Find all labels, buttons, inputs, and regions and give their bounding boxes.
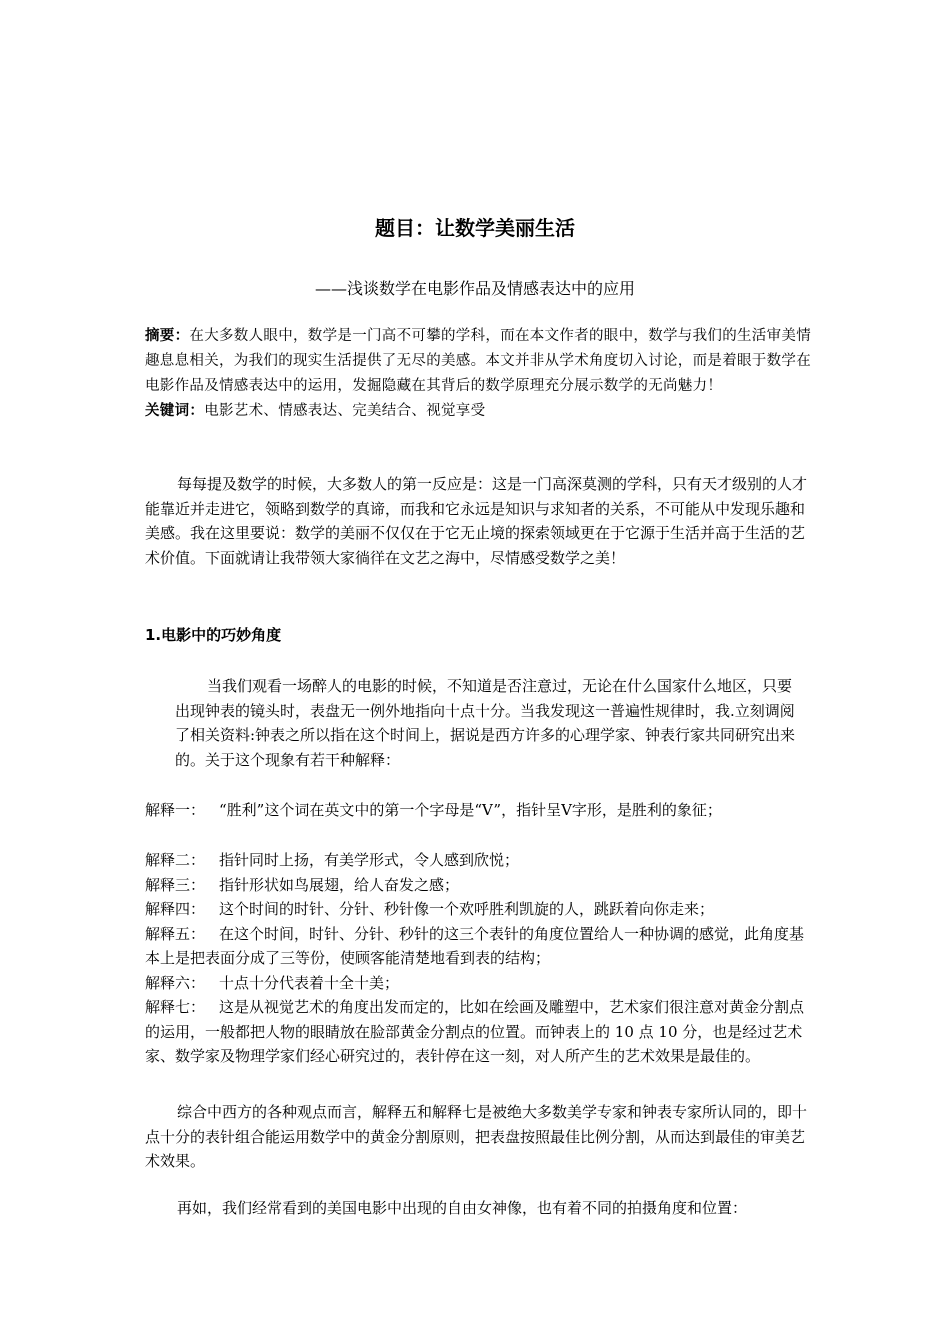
- explanation-item: [145, 873, 815, 898]
- explanation-text: 在这个时间，时针、分针、秒针的这三个表针的角度位置给人一种协调的感觉，此角度基本上是把表面分成了三等份，使顾客能清楚地看到表的结构；: [145, 924, 805, 967]
- explanation-label: 解释二：: [145, 851, 206, 869]
- explanation-item: [145, 995, 815, 1069]
- page-subtitle: ——浅谈数学在电影作品及情感表达中的应用: [314, 279, 635, 298]
- explanation-label: 解释七：: [145, 998, 206, 1016]
- summary-paragraph: 综合中西方的各种观点而言，解释五和解释七是被绝大多数美学专家和钟表专家所认同的，即十点十分的表针组合能运用数学中的黄金分割原则，把表盘按照最佳比例分割，从而达到最佳的审美艺术效果。: [145, 1103, 808, 1170]
- abstract-label: 摘要：: [145, 328, 190, 344]
- explanation-item: [145, 922, 815, 971]
- section-paragraph: 当我们观看一场醉人的电影的时候，不知道是否注意过，无论在什么国家什么地区，只要出现钟表的镜头时，表盘无一例外地指向十点十分。当我发现这一普遍性规律时，我.立刻调阅了相关资料:钟表之所以指在这个时间上，据说是西方许多的心理学家、钟表行家共同研究出来的。关于这个现象有若干种解释：: [175, 677, 796, 769]
- keywords-label: 关键词：: [145, 403, 205, 419]
- keywords-text: 电影艺术、情感表达、完美结合、视觉享受: [204, 403, 486, 419]
- explanation-label: 解释四：: [145, 900, 206, 918]
- explanation-text: 指针形状如鸟展翅，给人奋发之感；: [219, 875, 460, 894]
- intro-paragraph: 每每提及数学的时候，大多数人的第一反应是：这是一门高深莫测的学科，只有天才级别的人才能靠近并走进它，领略到数学的真谛，而我和它永远是知识与求知者的关系，不可能从中发现乐趣和美感。我在这里要说：数学的美丽不仅仅在于它无止境的探索领域更在于它源于生活并高于生活的艺术价值。下面就请让我带领大家徜徉在文艺之海中，尽情感受数学之美！: [145, 475, 808, 567]
- explanation-text: “胜利”这个词在英文中的第一个字母是“V”，指针呈V字形，是胜利的象征；: [219, 801, 722, 819]
- explanation-text: 十点十分代表着十全十美；: [219, 973, 400, 992]
- closing-paragraph: 再如，我们经常看到的美国电影中出现的自由女神像，也有着不同的拍摄角度和位置：: [177, 1199, 748, 1217]
- explanation-label: 解释六：: [145, 973, 206, 992]
- explanation-label: 解释三：: [145, 875, 206, 894]
- abstract-block: [145, 324, 815, 424]
- explanation-item: [145, 798, 815, 823]
- explanation-text: 这个时间的时针、分针、秒针像一个欢呼胜利凯旋的人，跳跃着向你走来；: [219, 900, 715, 918]
- explanation-text: 这是从视觉艺术的角度出发而定的，比如在绘画及雕塑中，艺术家们很注意对黄金分割点的运用，一般都把人物的眼睛放在脸部黄金分割点的位置。而钟表上的 10 点 10 分，也是经过艺术家、数学家及物理学家们经心研究过的，表针停在这一刻，对人所产生的艺术效果是最佳的。: [145, 998, 805, 1065]
- explanation-label: 解释五：: [145, 924, 206, 943]
- explanation-text: 指针同时上扬，有美学形式，令人感到欣悦；: [219, 851, 520, 869]
- explanation-item: [145, 848, 815, 873]
- explanation-label: 解释一：: [145, 801, 206, 819]
- explanation-item: [145, 897, 815, 922]
- abstract-text: 在大多数人眼中，数学是一门高不可攀的学科，而在本文作者的眼中，数学与我们的生活审美情趣息息相关，为我们的现实生活提供了无尽的美感。本文并非从学术角度切入讨论，而是着眼于数学在电影作品及情感表达中的运用，发掘隐藏在其背后的数学原理充分展示数学的无尚魅力！: [145, 328, 812, 394]
- section-heading: 1.电影中的巧妙角度: [145, 626, 282, 644]
- explanation-list: [145, 848, 815, 1069]
- page-title: 题目：让数学美丽生活: [375, 216, 575, 240]
- explanation-item: [145, 971, 815, 996]
